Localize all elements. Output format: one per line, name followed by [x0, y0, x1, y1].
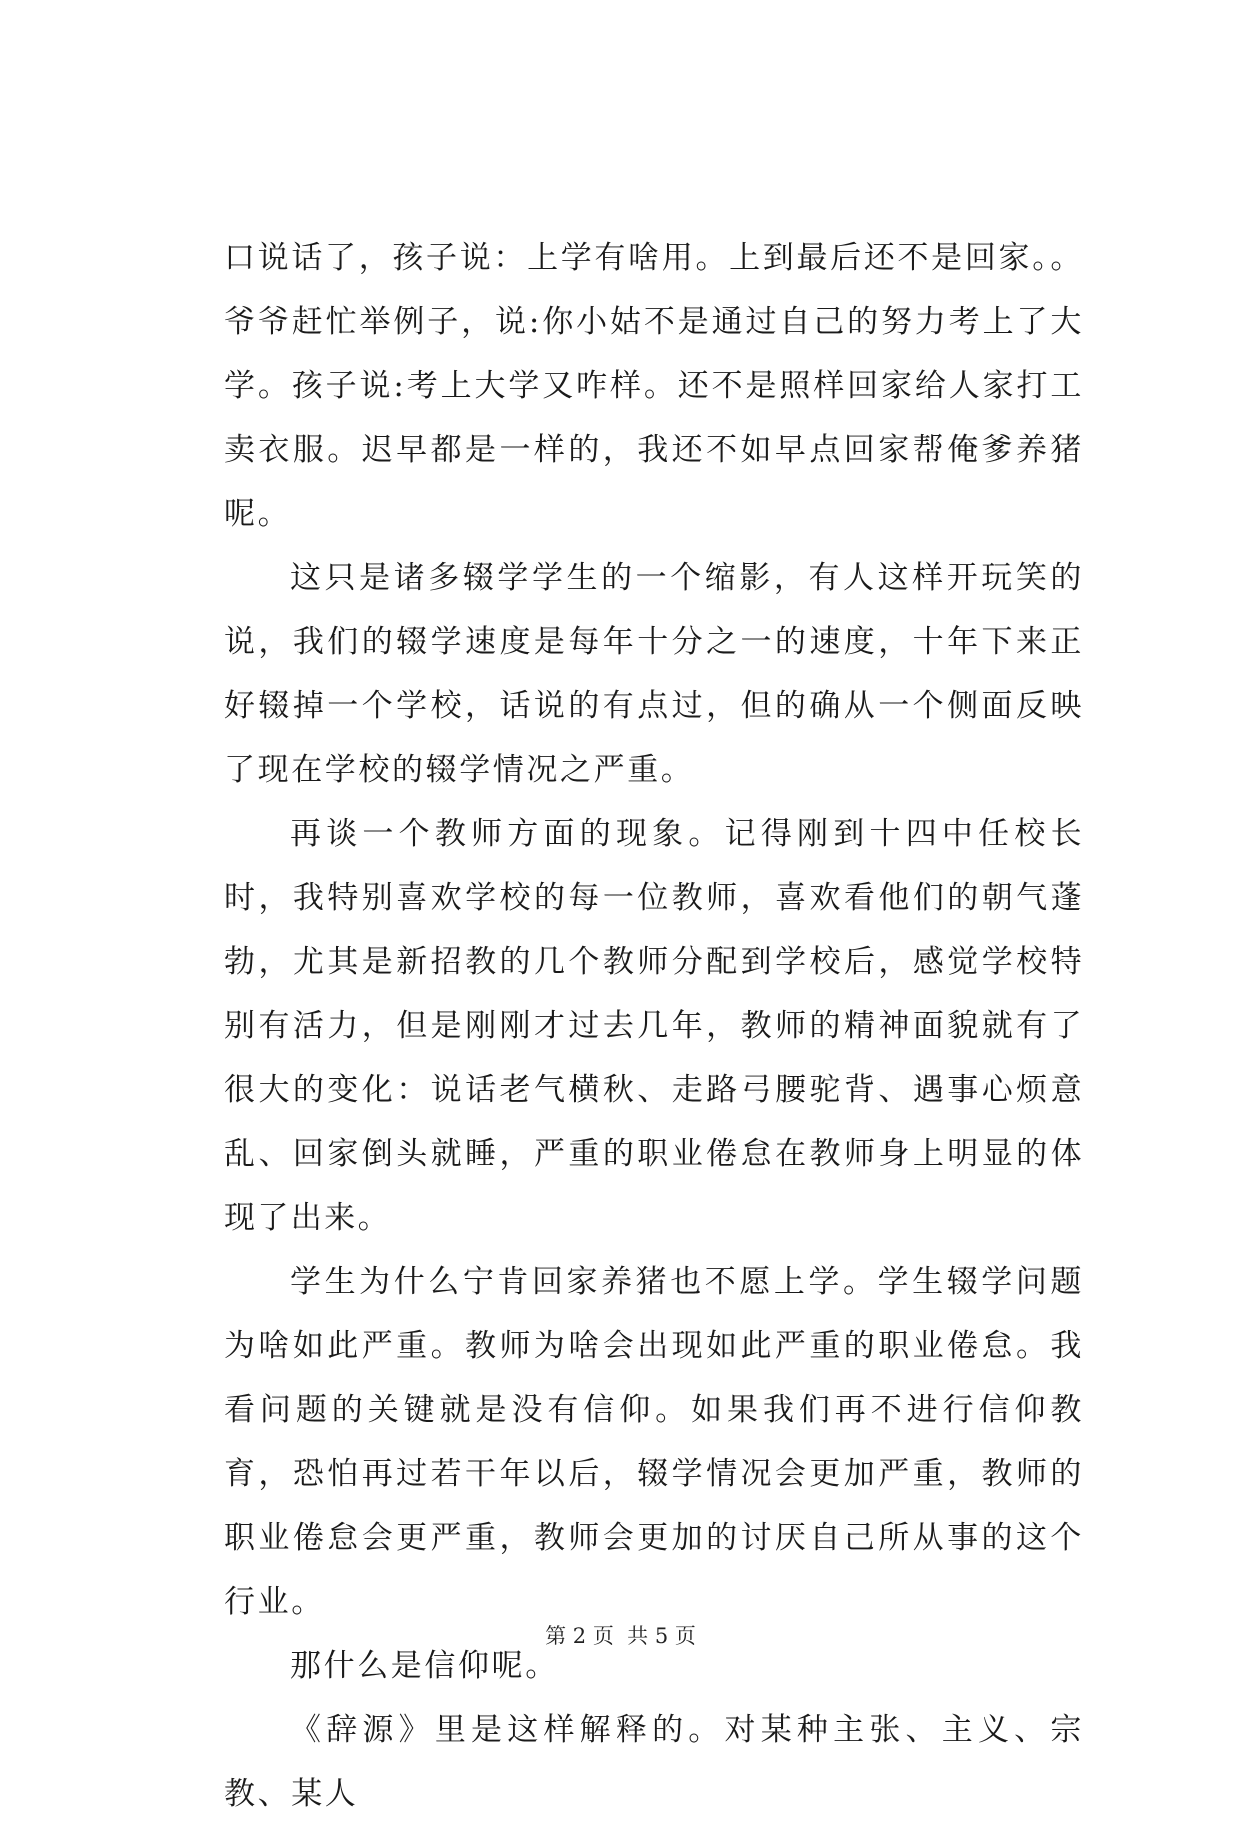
- paragraph-key-question: 学生为什么宁肯回家养猪也不愿上学。学生辍学问题为啥如此严重。教师为啥会出现如此严重的职业倦怠。我看问题的关键就是没有信仰。如果我们再不进行信仰教育，恐怕再过若干年以后，辍学情况会更加严重，教师的职业倦怠会更严重，教师会更加的讨厌自己所从事的这个行业。: [224, 1264, 1084, 1620]
- paragraph-ciyuan-definition: 《辞源》里是这样解释的。对某种主张、主义、宗教、某人: [224, 1712, 1084, 1812]
- paragraph-dropout-epitome: 这只是诸多辍学学生的一个缩影，有人这样开玩笑的说，我们的辍学速度是每年十分之一的速度，十年下来正好辍掉一个学校，话说的有点过，但的确从一个侧面反映了现在学校的辍学情况之严重。: [224, 560, 1084, 788]
- paragraph-teacher-phenomenon: 再谈一个教师方面的现象。记得刚到十四中任校长时，我特别喜欢学校的每一位教师，喜欢看他们的朝气蓬勃，尤其是新招教的几个教师分配到学校后，感觉学校特别有活力，但是刚刚才过去几年，教师的精神面貌就有了很大的变化：说话老气横秋、走路弓腰驼背、遇事心烦意乱、回家倒头就睡，严重的职业倦怠在教师身上明显的体现了出来。: [224, 816, 1084, 1236]
- page-number-footer: 第 2 页 共 5 页: [545, 1624, 696, 1648]
- paragraph-continued: 口说话了，孩子说：上学有啥用。上到最后还不是回家。。爷爷赶忙举例子，说:你小姑不是通过自己的努力考上了大学。孩子说:考上大学又咋样。还不是照样回家给人家打工卖衣服。迟早都是一样的，我还不如早点回家帮俺爹养猪呢。: [224, 240, 1084, 532]
- document-body: [224, 226, 1084, 1826]
- paragraph-what-is-belief: 那什么是信仰呢。: [290, 1648, 559, 1684]
